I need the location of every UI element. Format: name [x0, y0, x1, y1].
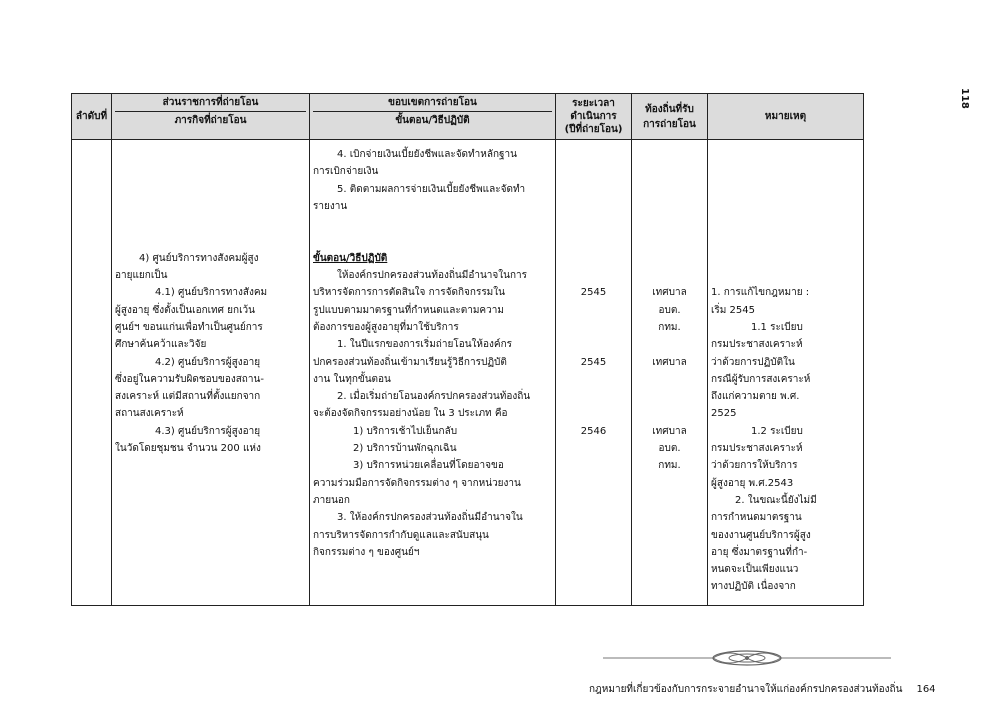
scope-subheading: ขั้นตอน/วิธีปฏิบัติ — [313, 252, 388, 264]
cell-order — [72, 140, 112, 606]
ornament-divider — [603, 647, 891, 669]
local-value: อบต. — [658, 304, 681, 316]
local-line — [635, 215, 704, 232]
gov-line — [115, 181, 306, 198]
remarks-line: ถึงแก่ความตาย พ.ศ. — [711, 391, 800, 403]
scope-line: ภายนอก — [313, 494, 350, 506]
remarks-line: การกำหนดมาตรฐาน — [711, 512, 802, 524]
scope-line: งาน ในทุกขั้นตอน — [313, 373, 391, 385]
remarks-line: 1.2 ระเบียบ — [751, 425, 803, 437]
side-page-number: 118 — [959, 88, 970, 109]
period-line — [559, 250, 628, 267]
period-line — [559, 163, 628, 180]
gov-line — [115, 146, 306, 163]
scope-line: 3) บริการหน่วยเคลื่อนที่โดยอาจขอ — [353, 460, 504, 472]
cell-gov — [112, 140, 310, 606]
footer-title: กฎหมายที่เกี่ยวข้องกับการกระจายอำนาจให้แก่องค์กรปกครองส่วนท้องถิ่น — [589, 684, 903, 695]
gov-line: ซึ่งอยู่ในความรับผิดชอบของสถาน- — [115, 373, 264, 385]
local-line — [635, 250, 704, 267]
header-period-line: ดำเนินการ — [570, 111, 617, 122]
scope-line: ปกครองส่วนท้องถิ่นเข้ามาเรียนรู้วิธีการปฏิบัติ — [313, 356, 507, 368]
period-line — [559, 181, 628, 198]
remarks-line — [711, 267, 860, 284]
remarks-line — [711, 232, 860, 249]
scope-line: 1) บริการเช้าไปเย็นกลับ — [353, 425, 458, 437]
gov-line: ผู้สูงอายุ ซึ่งตั้งเป็นเอกเทศ ยกเว้น — [115, 304, 255, 316]
header-scope — [310, 94, 556, 140]
remarks-line: อายุ ซึ่งมาตรฐานที่กำ- — [711, 546, 808, 558]
local-value: กทม. — [658, 460, 681, 472]
local-line — [635, 163, 704, 180]
footer-page-number: 164 — [916, 684, 936, 695]
header-gov-top: ส่วนราชการที่ถ่ายโอน — [115, 94, 306, 112]
remarks-line — [711, 181, 860, 198]
remarks-line: 1. การแก้ไขกฎหมาย : — [711, 287, 810, 299]
remarks-line: กรมประชาสงเคราะห์ — [711, 443, 803, 455]
local-line — [635, 267, 704, 284]
scope-line: จะต้องจัดกิจกรรมอย่างน้อย ใน 3 ประเภท คือ — [313, 408, 508, 420]
scope-line: รูปแบบตามมาตรฐานที่กำหนดและตามความ — [313, 304, 504, 316]
period-line — [559, 215, 628, 232]
scope-line — [313, 232, 552, 249]
table-header-row — [72, 94, 864, 140]
cell-local — [632, 140, 708, 606]
local-value: เทศบาล — [652, 425, 687, 437]
remarks-line: ว่าด้วยการปฏิบัติใน — [711, 356, 795, 368]
local-line — [635, 181, 704, 198]
period-line — [559, 198, 628, 215]
gov-line: ศึกษาค้นคว้าและวิจัย — [115, 339, 207, 351]
scope-line: 2. เมื่อเริ่มถ่ายโอนองค์กรปกครองส่วนท้องถิ่น — [337, 391, 531, 403]
gov-line: 4.3) ศูนย์บริการผู้สูงอายุ — [155, 425, 261, 437]
cell-scope — [310, 140, 556, 606]
scope-line: การเบิกจ่ายเงิน — [313, 166, 379, 178]
header-local-line: ท้องถิ่นที่รับ — [645, 103, 694, 115]
scope-line — [313, 215, 552, 232]
period-line — [559, 336, 628, 353]
remarks-line: 2525 — [711, 408, 737, 420]
gov-line: 4) ศูนย์บริการทางสังคมผู้สูง — [139, 252, 259, 264]
remarks-line — [711, 215, 860, 232]
period-line — [559, 302, 628, 319]
local-line — [635, 232, 704, 249]
gov-line: 4.2) ศูนย์บริการผู้สูงอายุ — [155, 356, 261, 368]
header-gov-bottom: ภารกิจที่ถ่ายโอน — [174, 115, 247, 126]
header-period — [556, 94, 632, 140]
remarks-line: ว่าด้วยการให้บริการ — [711, 460, 798, 472]
local-line — [635, 405, 704, 422]
remarks-line: ทางปฏิบัติ เนื่องจาก — [711, 581, 796, 593]
gov-line: สงเคราะห์ แต่มีสถานที่ตั้งแยกจาก — [115, 391, 261, 403]
period-line — [559, 388, 628, 405]
period-line — [559, 146, 628, 163]
scope-line: ความร่วมมือการจัดกิจกรรมต่าง ๆ จากหน่วยงาน — [313, 477, 521, 489]
gov-line: ในวัดโดยชุมชน จำนวน 200 แห่ง — [115, 443, 261, 455]
gov-line: ศูนย์ฯ ขอนแก่นเพื่อทำเป็นศูนย์การ — [115, 321, 263, 333]
scope-line: การบริหารจัดการกำกับดูแลและสนับสนุน — [313, 529, 489, 541]
gov-line — [115, 163, 306, 180]
header-order: ลำดับที่ — [72, 94, 112, 140]
header-local-line: การถ่ายโอน — [643, 118, 696, 130]
remarks-line — [711, 146, 860, 163]
local-value: กทม. — [658, 321, 681, 333]
remarks-line: เริ่ม 2545 — [711, 304, 756, 316]
scope-line: 1. ในปีแรกของการเริ่มถ่ายโอนให้องค์กร — [337, 339, 513, 351]
remarks-line — [711, 163, 860, 180]
period-line — [559, 319, 628, 336]
header-gov — [112, 94, 310, 140]
scope-line: บริหารจัดการการตัดสินใจ การจัดกิจกรรมใน — [313, 287, 505, 299]
period-line — [559, 267, 628, 284]
period-line — [559, 371, 628, 388]
remarks-line: 2. ในขณะนี้ยังไม่มี — [735, 494, 817, 506]
local-value: อบต. — [658, 443, 681, 455]
gov-line — [115, 198, 306, 215]
scope-line: 5. ติดตามผลการจ่ายเงินเบี้ยยังชีพและจัดทำ — [337, 183, 526, 195]
gov-line: อายุแยกเป็น — [115, 270, 168, 282]
gov-line — [115, 232, 306, 249]
scope-line: กิจกรรมต่าง ๆ ของศูนย์ฯ — [313, 546, 420, 558]
period-line — [559, 405, 628, 422]
header-remarks: หมายเหตุ — [708, 94, 864, 140]
local-line — [635, 198, 704, 215]
period-line — [559, 232, 628, 249]
scope-line: ให้องค์กรปกครองส่วนท้องถิ่นมีอำนาจในการ — [337, 270, 528, 282]
header-local — [632, 94, 708, 140]
period-value: 2545 — [580, 356, 607, 368]
remarks-line — [711, 198, 860, 215]
local-line — [635, 371, 704, 388]
header-scope-bottom: ขั้นตอน/วิธีปฏิบัติ — [395, 115, 470, 126]
remarks-line: 1.1 ระเบียบ — [751, 321, 803, 333]
header-period-line: ระยะเวลา — [572, 98, 615, 109]
scope-line: 4. เบิกจ่ายเงินเบี้ยยังชีพและจัดทำหลักฐาน — [337, 149, 518, 160]
header-period-line: (ปีที่ถ่ายโอน) — [564, 124, 623, 135]
transfer-table — [71, 93, 864, 606]
local-line — [635, 146, 704, 163]
gov-line — [115, 215, 306, 232]
local-value: เทศบาล — [652, 287, 687, 299]
local-line — [635, 336, 704, 353]
gov-line: สถานสงเคราะห์ — [115, 408, 184, 420]
local-line — [635, 388, 704, 405]
cell-remarks — [708, 140, 864, 606]
table-body-row — [72, 140, 864, 606]
scope-line: รายงาน — [313, 200, 348, 212]
local-value: เทศบาล — [652, 356, 687, 368]
remarks-line — [711, 250, 860, 267]
scope-line: 3. ให้องค์กรปกครองส่วนท้องถิ่นมีอำนาจใน — [337, 512, 523, 524]
remarks-line: หนดจะเป็นเพียงแนว — [711, 564, 799, 576]
remarks-line: กรมประชาสงเคราะห์ — [711, 339, 803, 351]
scope-line: 2) บริการบ้านพักฉุกเฉิน — [353, 443, 457, 455]
remarks-line: ผู้สูงอายุ พ.ศ.2543 — [711, 477, 794, 489]
remarks-line: ของงานศูนย์บริการผู้สูง — [711, 529, 811, 541]
header-scope-top: ขอบเขตการถ่ายโอน — [313, 94, 552, 112]
scope-line: ต้องการของผู้สูงอายุที่มาใช้บริการ — [313, 321, 459, 333]
gov-line: 4.1) ศูนย์บริการทางสังคม — [155, 287, 268, 299]
cell-period — [556, 140, 632, 606]
page-footer — [589, 682, 936, 697]
period-value: 2545 — [580, 287, 607, 299]
remarks-line: กรณีผู้รับการสงเคราะห์ — [711, 373, 811, 385]
period-value: 2546 — [580, 425, 607, 437]
